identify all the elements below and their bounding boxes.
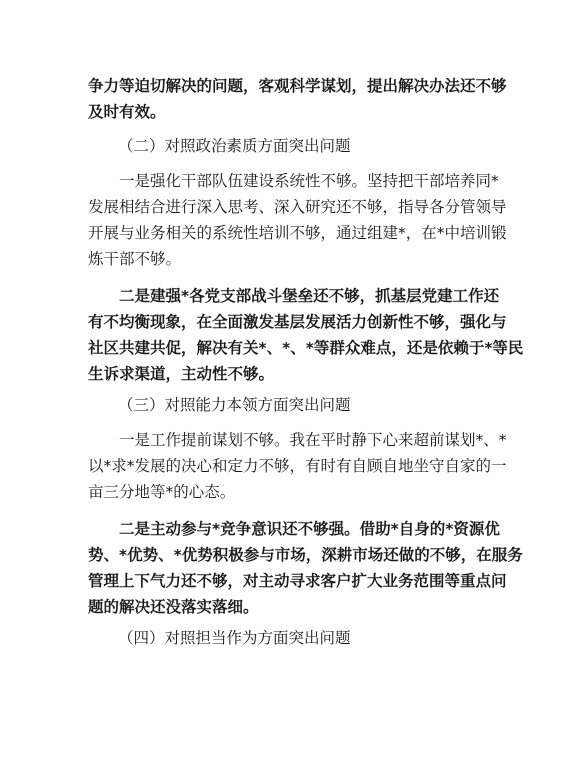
text-line: 争力等迫切解决的问题，客观科学谋划，提出解决办法还不够: [88, 77, 507, 95]
paragraph-2-1: [88, 168, 508, 272]
text-line: 有不均衡现象，在全面激发基层发展活力创新性不够，强化与: [88, 313, 507, 331]
text-line: 炼干部不够。: [88, 250, 182, 268]
section-heading-3: （三）对照能力本领方面突出问题: [118, 396, 351, 414]
text-line: 题的解决还没落实落细。: [88, 598, 259, 616]
text-line: 一是工作提前谋划不够。我在平时静下心来超前谋划*、*: [119, 431, 507, 449]
text-line: 生诉求渠道，主动性不够。: [88, 365, 275, 383]
text-line: 发展相结合进行深入思考、深入研究还不够，指导各分管领导: [88, 198, 507, 216]
text-line: 管理上下气力还不够，对主动寻求客户扩大业务范围等重点问: [88, 572, 507, 590]
text-line: 社区共建共促，解决有关*、*、*等群众难点，还是依赖于*等民: [88, 339, 524, 357]
text-line: 开展与业务相关的系统性培训不够，通过组建*，在*中培训锻: [88, 224, 507, 242]
text-line: 二是主动参与*竞争意识还不够强。借助*自身的*资源优: [119, 520, 500, 538]
section-heading-2: （二）对照政治素质方面突出问题: [118, 137, 351, 155]
section-heading-4: （四）对照担当作为方面突出问题: [118, 629, 351, 647]
text-line: 亩三分地等*的心态。: [88, 483, 236, 501]
text-line: 势、*优势、*优势积极参与市场，深耕市场还做的不够，在服务: [88, 546, 523, 564]
paragraph-3-1: [88, 427, 508, 505]
intro-paragraph: [88, 73, 508, 125]
text-line: 一是强化干部队伍建设系统性不够。坚持把干部培养同*: [119, 172, 499, 190]
text-line: 以*求*发展的决心和定力不够，有时有自顾自地坐守自家的一: [88, 457, 507, 475]
paragraph-3-2: [88, 516, 523, 620]
text-line: 二是建强*各党支部战斗堡垒还不够，抓基层党建工作还: [119, 287, 500, 305]
text-line: 及时有效。: [88, 103, 166, 121]
paragraph-2-2: [88, 283, 524, 387]
